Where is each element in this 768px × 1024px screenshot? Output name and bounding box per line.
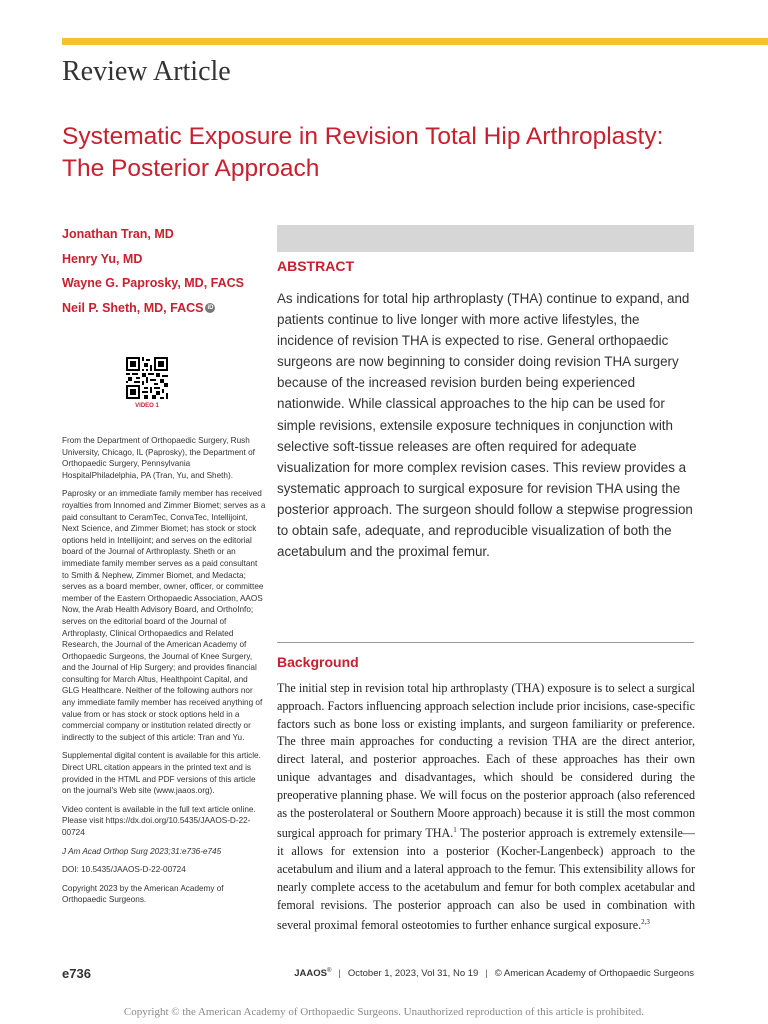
author-name[interactable]: Jonathan Tran, MD [62,227,174,241]
author-name[interactable]: Wayne G. Paprosky, MD, FACS [62,276,244,290]
background-heading: Background [277,654,359,670]
abstract-text: As indications for total hip arthroplasty (THA) continue to expand, and patients continue to live longer with more active lifestyles, the incidence of revision THA is expected to rise. General orthopaedic surgeons are now beginning to consider doing revision THA surgery because of the increased revision burden being experienced nationwide. While classical approaches to the hip can be used for simple revisions, extensile exposure techniques in conjunction with selective soft-tissue releases are often required for adequate visualization for more complex revision cases. This review provides a systematic approach to surgical exposure for revision THA using the posterior approach. The surgeon should follow a stepwise progression to obtain safe, adequate, and reproducible visualization of both the acetabulum and the proximal femur. [277,291,693,560]
video-label[interactable]: VIDEO 1 [135,403,159,409]
separator: | [338,968,341,980]
header-accent-bar [62,38,768,45]
background-paragraph: The posterior approach is extremely extensile—it allows for extension into a posterior (Kocher-Langenbeck) approach to the acetabulum and ilium and a lateral approach to the femur. This extensibility allows for nearly complete access to the acetabulum and femur for both complex acetabular and femoral revisions. The posterior approach can also be used in combination with several proximal femoral osteotomies to further enhance surgical exposure. [277,826,695,933]
registered-mark: ® [326,968,332,974]
disclosure-note: Paprosky or an immediate family member has received royalties from Innomed and Zimmer Biomet; serves as a paid consultant to CeramTec, ConvaTec, Intellijoint, Next Science, and Zimmer Biomet; has stock or stock options held in Intellijoint; and serves on the editorial board of the Journal of Arthroplasty. Sheth or an immediate family member serves as a paid consultant to Smith & Nephew, Zimmer Biomet, and Medacta; serves as a board member, owner, officer, or committee member of the Eastern Orthopaedic Association, AAOS Now, the Arab Health Advisory Board, and OrthoInfo; serves on the editorial board of the Journal of Arthroplasty, Clinical Orthopaedics and Related Research, the Journal of the American Academy of Orthopaedic Surgeons, the Journal of Knee Surgery, and the Journal of Hip Surgery; and provides financial consulting for March Altus, Healthpoint Capital, and GLG Healthcare. Neither of the following authors nor any immediate family member has received anything of value from or has stock or stock options held in a commercial company or institution related directly or indirectly to the subject of this article: Tran and Yu. [62,489,266,742]
supplemental-note: Supplemental digital content is available for this article. Direct URL citation appears in the printed text and is provided in the HTML and PDF versions of this article on the journal's Web site (www.jaaos.org). [62,751,261,796]
article-info-sidebar [62,435,266,913]
author-name[interactable]: Henry Yu, MD [62,251,143,266]
qr-code-icon[interactable] [126,357,168,399]
background-text [277,680,695,935]
page-number: e736 [62,966,91,981]
abstract-heading: ABSTRACT [277,258,354,274]
section-divider [277,642,694,643]
video-note: Video content is available in the full text article online. Please visit https://dx.doi.org/10.5435/JAAOS-D-22-00724 [62,804,256,837]
section-label: Review Article [62,56,231,87]
publisher: © American Academy of Orthopaedic Surgeons [494,968,694,980]
journal-info [294,968,694,979]
author-list [62,222,244,320]
reference-link[interactable]: 2,3 [641,918,650,927]
separator: | [485,968,488,980]
citation: J Am Acad Orthop Surg 2023;31:e736-e745 [62,846,222,856]
copyright-watermark: Copyright © the American Academy of Orthopaedic Surgeons. Unauthorized reproduction of this article is prohibited. [123,1006,645,1018]
article-title: Systematic Exposure in Revision Total Hip Arthroplasty: The Posterior Approach [62,123,664,182]
reference-link[interactable]: 1 [453,826,457,835]
orcid-icon[interactable]: iD [207,305,214,312]
author-name[interactable]: Neil P. Sheth, MD, FACS [62,300,204,315]
background-paragraph: The initial step in revision total hip arthroplasty (THA) exposure is to select a surgical approach. Factors influencing approach selection include prior incisions, case-specific factors such as bone loss or existing implants, and surgeon familiarity or preference. The three main approaches for conducting a revision THA are the direct anterior, direct lateral, and posterior approaches. Each of these approaches has their own unique advantages and disadvantages, which should be considered during the preoperative planning phase. We will focus on the posterior approach (also referenced as the posterolateral or Southern Moore approach) because it is still the most common surgical approach for primary THA. [277,681,695,841]
copyright-note: Copyright 2023 by the American Academy of Orthopaedic Surgeons. [62,883,224,905]
journal-name: JAAOS [294,968,327,980]
doi: DOI: 10.5435/JAAOS-D-22-00724 [62,865,186,875]
issue-info: October 1, 2023, Vol 31, No 19 [347,968,479,980]
abstract-header-bar [277,225,694,252]
affiliation-note: From the Department of Orthopaedic Surgery, Rush University, Chicago, IL (Paprosky), the Department of Orthopaedic Surgery, Pennsylvania HospitalPhiladelphia, PA (Tran, Yu, and Sheth). [62,436,255,480]
page-footer [62,966,694,984]
